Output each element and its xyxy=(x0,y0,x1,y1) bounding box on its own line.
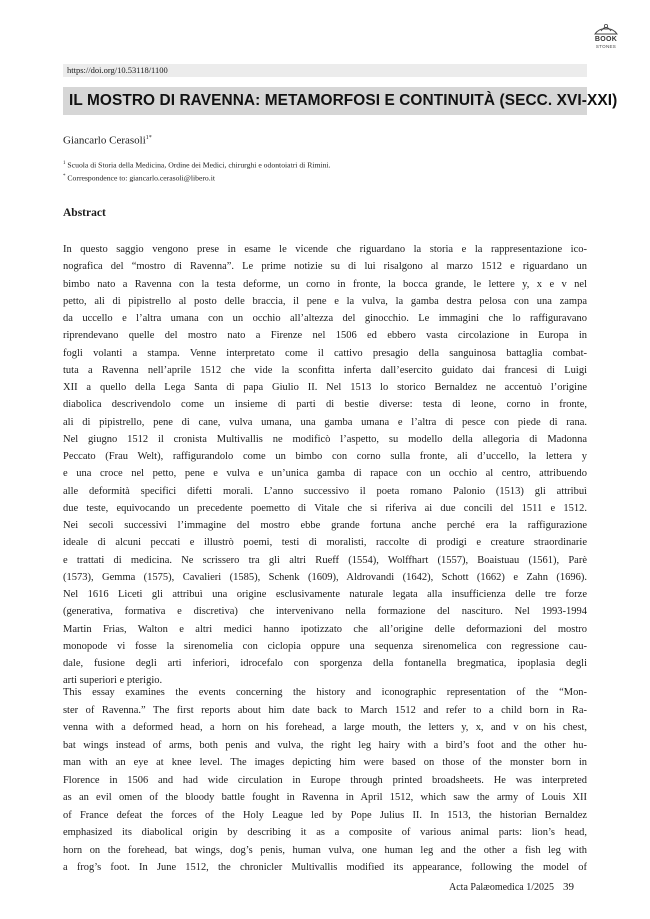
text-line: emphasized its diabolical origin by describing it as a composite of various animal parts: lion’s head, xyxy=(63,827,587,838)
text-line: fogli volanti a stampa. Venne interpretato come il cattivo presagio della sanguinosa battaglia combat- xyxy=(63,347,587,359)
article-title: IL MOSTRO DI RAVENNA: METAMORFOSI E CONTINUITÀ (SECC. XVI-XXI) xyxy=(63,87,587,115)
author-marks: 1* xyxy=(145,135,152,141)
text-line: Nel 1616 Liceti gli attribuì una origine esclusivamente naturale legata alla insufficienza delle tre forze xyxy=(63,589,587,600)
text-line: e trattati di medicina. Ne scrissero tra gli altri Rueff (1554), Wolffhart (1557), Boaistuau (1561), Parè xyxy=(63,554,587,566)
text-line: diabolica descrivendolo come un insieme di parti di bestie diverse: testa di leone, corno in fronte, xyxy=(63,399,587,411)
text-line: bat wings instead of arms, both penis and vulva, the right leg hairy with a bird’s foot and the other hu- xyxy=(63,739,587,751)
text-line: Nei secoli successivi l’immagine del mostro ebbe grande fortuna anche perché era la raffigurazione xyxy=(63,520,587,531)
text-line: Peccato (Frau Welt), raffigurandolo come un bimbo con corno sulla fronte, ali d’uccello, la lettera y xyxy=(63,451,587,462)
logo-text-line2: STONES xyxy=(595,44,617,49)
text-line: In questo saggio vengono prese in esame le vicende che riguardano la storia e la rappresentazione ico- xyxy=(63,244,587,255)
text-line: a frog’s foot. In June 1512, the chronicler Multivallis modified its appearance, following the model of xyxy=(63,862,587,873)
author-line xyxy=(63,131,152,148)
text-line: XII a quello della Lega Santa di papa Giulio II. Nel 1513 lo storico Bernaldez ne accentuò l’origine xyxy=(63,382,587,393)
affiliation-mark: 1 xyxy=(63,161,66,166)
text-line: nografica del “mostro di Ravenna”. Le prime notizie su di lui risalgono al marzo 1512 e riguardano un xyxy=(63,261,587,273)
author-name: Giancarlo Cerasoli xyxy=(63,134,146,147)
text-line: petto, ali di pipistrello al posto delle braccia, il pene e la vulva, la gamba destra pelosa con una zampa xyxy=(63,295,587,307)
abstract-english xyxy=(63,684,587,877)
correspondence-text: Correspondence to: giancarlo.cerasoli@libero.it xyxy=(67,173,215,183)
affiliation-text: Scuola di Storia della Medicina, Ordine dei Medici, chirurghi e odontoiatri di Rimini. xyxy=(67,160,331,170)
page-footer xyxy=(449,880,574,895)
text-line: tuta a Ravenna nell’aprile 1512 che vide la sconfitta inferta dall’esercito guidato dai francesi di Luigi xyxy=(63,364,587,376)
text-line: bimbo nato a Ravenna con la testa deforme, un corno in fronte, la bocca grande, le lettere y, x e v nel xyxy=(63,278,587,290)
logo-text-line1: BOOK xyxy=(594,36,618,43)
text-line: Nel giugno 1512 il cronista Multivallis ne modificò l’aspetto, su modello della allegoria di Madonna xyxy=(63,433,587,445)
text-line: da uccello e l’altra umana con un occhio all’altezza del ginocchio. Le immagini che lo raffiguravano xyxy=(63,313,587,324)
text-line: horn on the forehead, bat wings, dog’s penis, human vulva, one human leg and the other a fish leg with xyxy=(63,844,587,856)
text-line: due teste, equivocando un precedente poemetto di Vitale che si riferiva ai due concili del 1511 e 1512. xyxy=(63,502,587,514)
affiliation-1 xyxy=(63,158,331,171)
text-line: dale, fusione degli arti inferiori, idrocefalo con sporgenza della fontanella bregmatica, ipoplasia degli xyxy=(63,658,587,669)
publisher-logo xyxy=(586,22,626,50)
text-line: of France defeat the forces of the Holy League led by Pope Julius II. In 1513, the historian Bernaldez xyxy=(63,809,587,821)
text-line: ster of Ravenna.” The first reports about him date back to March 1512 and refer to a child born in Ra- xyxy=(63,704,587,716)
text-line: This essay examines the events concerning the history and iconographic representation of the “Mon- xyxy=(63,687,587,698)
abstract-italian xyxy=(63,241,587,690)
text-line: ali di pipistrello, pene di cane, vulva umana, una gamba umana e l’altra di pesce con piede di rana. xyxy=(63,416,587,428)
text-line: monopode vi fosse la sirenomelia con ciclopia oppure una sequenza sirenomelica con regressione cau- xyxy=(63,640,587,652)
affiliations xyxy=(63,158,331,183)
text-line: e una croce nel petto, pene e vulva e un’unica gamba di rapace con un occhio al centro, attribuendo xyxy=(63,468,587,480)
text-line: (1573), Gemma (1575), Cavalieri (1585), Schenk (1609), Aldrovandi (1642), Schott (1662) e Zahn (1696). xyxy=(63,571,587,583)
text-line: arti superiori e pterigio. xyxy=(63,675,163,687)
text-line: ideale di alcuni peccati e illustrò poemi, testi di moralisti, raccolte di prodigi e creature straordinarie xyxy=(63,537,587,549)
text-line: alle deformità specifici difetti morali. L’anno successivo il poeta romano Palonio (1513) gli attribuì xyxy=(63,485,587,497)
text-line: as an evil omen of the bloody battle fought in Ravenna in April 1512, which saw the army of Louis XII xyxy=(63,792,587,803)
text-line: Florence in 1506 and had wide circulation in Europe through printed broadsheets. He was interpreted xyxy=(63,774,587,786)
abstract-heading: Abstract xyxy=(63,207,106,219)
doi-link[interactable]: https://doi.org/10.53118/1100 xyxy=(63,64,587,77)
text-line: man with an eye at knee level. The images depicting him were based on those of the monster born in xyxy=(63,757,587,768)
text-line: riprendevano quelle del mostro nato a Firenze nel 1506 ed ebbero vasta circolazione in Europa in xyxy=(63,330,587,342)
text-line: (generativa, formativa e discretiva) che intervenivano nella formazione del nascituro. Nel 1993-1994 xyxy=(63,606,587,618)
text-line: Martin Frias, Walton e altri medici hanno ipotizzato che all’origine delle deformazioni del mostro xyxy=(63,623,587,635)
affiliation-2 xyxy=(63,171,331,184)
journal-name: Acta Palæomedica 1/2025 xyxy=(449,882,554,893)
book-stones-icon xyxy=(593,22,619,36)
correspondence-mark: * xyxy=(63,173,66,179)
page-number: 39 xyxy=(562,881,574,893)
text-line: venna with a deformed head, a horn on his forehead, a large mouth, the letters y, x, and v on his chest, xyxy=(63,722,587,733)
